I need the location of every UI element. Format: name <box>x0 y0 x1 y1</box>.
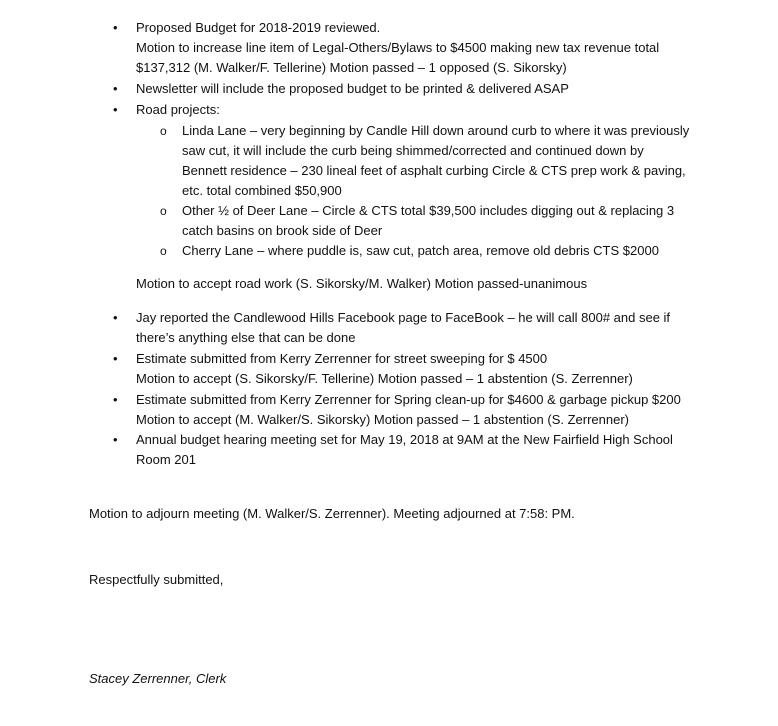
bullet-marker: • <box>113 432 118 447</box>
sub-bullet-marker: o <box>160 204 167 218</box>
bullet-marker: • <box>113 351 118 366</box>
road-projects-title: Road projects: <box>136 102 220 117</box>
cherry-lane-line: Cherry Lane – where puddle is, saw cut, patch area, remove old debris CTS $2000 <box>182 243 659 258</box>
road-work-motion: Motion to accept road work (S. Sikorsky/M. Walker) Motion passed-unanimous <box>136 276 588 291</box>
sub-bullet-marker: o <box>160 124 167 138</box>
clerk-signature: Stacey Zerrenner, Clerk <box>89 671 227 686</box>
cleanup-line-2: Motion to accept (M. Walker/S. Sikorsky) Motion passed – 1 abstention (S. Zerrenner) <box>136 412 629 427</box>
deer-lane-line-1: Other ½ of Deer Lane – Circle & CTS total $39,500 includes digging out & replacing 3 <box>182 203 675 218</box>
bullet-marker: • <box>113 310 118 325</box>
facebook-line-1: Jay reported the Candlewood Hills Facebook page to FaceBook – he will call 800# and see if <box>136 310 671 325</box>
bullet-marker: • <box>113 392 118 407</box>
bullet-marker: • <box>113 102 118 117</box>
bullet-marker: • <box>113 20 118 35</box>
linda-lane-line-2: saw cut, it will include the curb being shimmed/corrected and continued down by <box>182 143 644 158</box>
closing-text: Respectfully submitted, <box>89 572 224 587</box>
budget-line-3: $137,312 (M. Walker/F. Tellerine) Motion passed – 1 opposed (S. Sikorsky) <box>136 60 567 75</box>
budget-line-2: Motion to increase line item of Legal-Others/Bylaws to $4500 making new tax revenue total <box>136 40 660 55</box>
linda-lane-line-1: Linda Lane – very beginning by Candle Hill down around curb to where it was previously <box>182 123 690 138</box>
hearing-line-1: Annual budget hearing meeting set for May 19, 2018 at 9AM at the New Fairfield High School <box>136 432 673 447</box>
linda-lane-line-4: etc. total combined $50,900 <box>182 183 342 198</box>
sweeping-line-1: Estimate submitted from Kerry Zerrenner for street sweeping for $ 4500 <box>136 351 548 366</box>
deer-lane-line-2: catch basins on brook side of Deer <box>182 223 383 238</box>
cleanup-line-1: Estimate submitted from Kerry Zerrenner for Spring clean-up for $4600 & garbage pickup $200 <box>136 392 681 407</box>
newsletter-line: Newsletter will include the proposed budget to be printed & delivered ASAP <box>136 81 569 96</box>
facebook-line-2: there’s anything else that can be done <box>136 330 356 345</box>
budget-line-1: Proposed Budget for 2018-2019 reviewed. <box>136 20 381 35</box>
linda-lane-line-3: Bennett residence – 230 lineal feet of asphalt curbing Circle & CTS prep work & paving, <box>182 163 686 178</box>
adjourn-motion: Motion to adjourn meeting (M. Walker/S. Zerrenner). Meeting adjourned at 7:58: PM. <box>89 506 575 521</box>
hearing-line-2: Room 201 <box>136 452 196 467</box>
sub-bullet-marker: o <box>160 244 167 258</box>
sweeping-line-2: Motion to accept (S. Sikorsky/F. Tellerine) Motion passed – 1 abstention (S. Zerrenner) <box>136 371 633 386</box>
bullet-marker: • <box>113 81 118 96</box>
